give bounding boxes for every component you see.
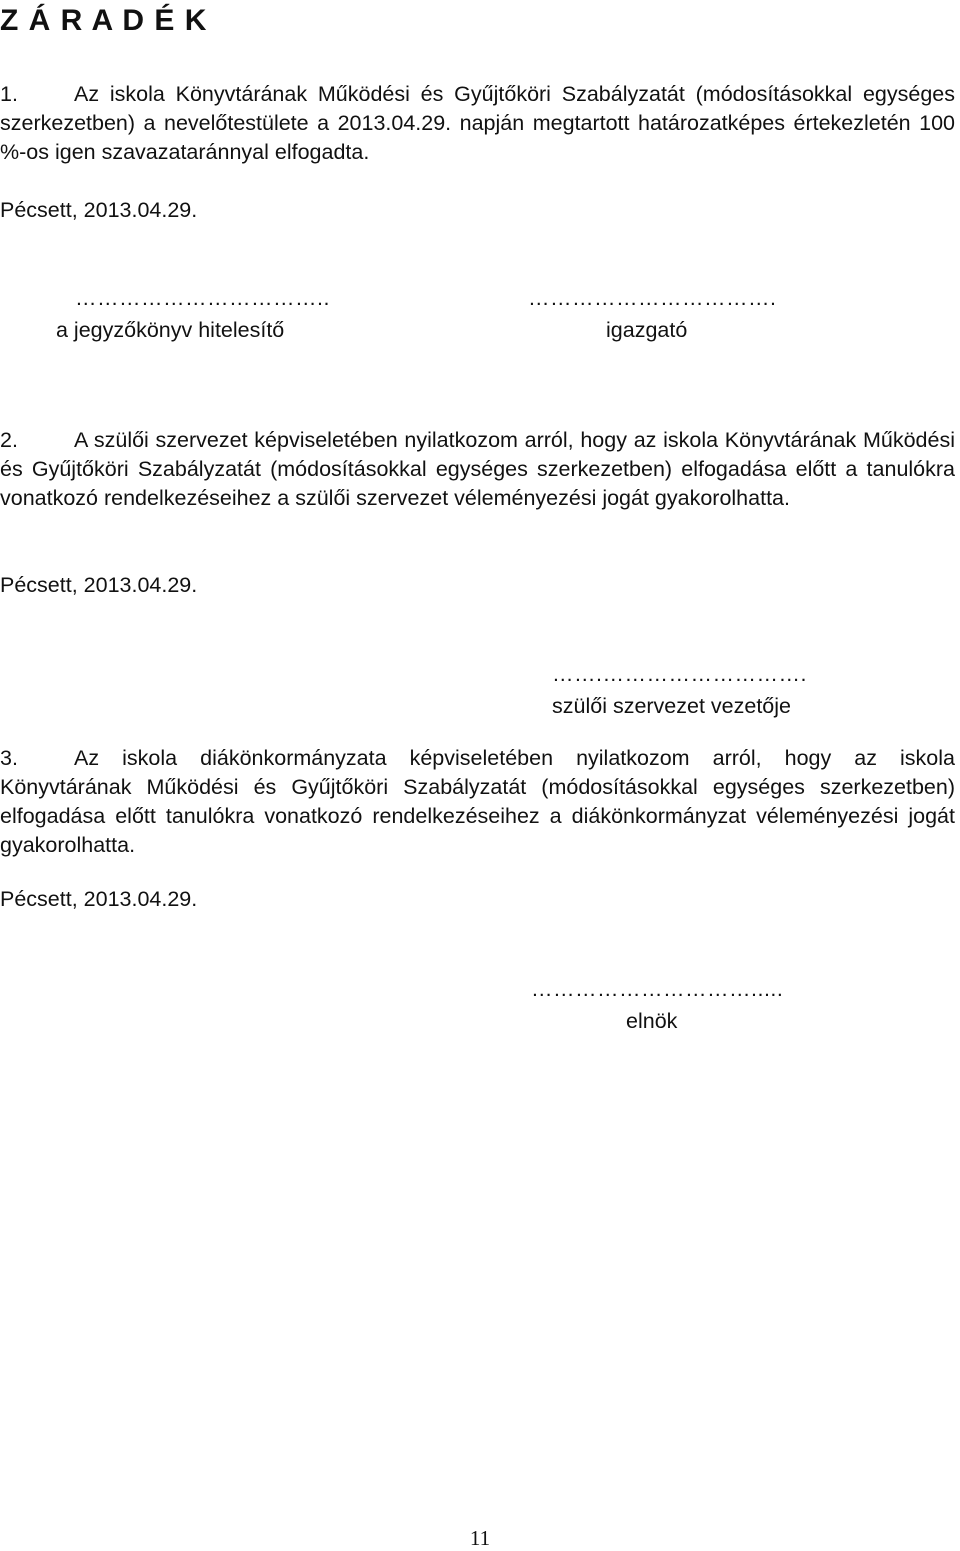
section-2-number: 2. bbox=[0, 428, 18, 452]
section-1-text: Az iskola Könyvtárának Működési és Gyűjtőköri Szabályzatát (módosításokkal egységes szerkezetben) a nevelőtestülete a 2013.04.29. napján megtartott határozatképes értekezletén 100 %-os igen szavazataránnyal elfogadta. bbox=[0, 82, 955, 164]
section-2-text: A szülői szervezet képviseletében nyilatkozom arról, hogy az iskola Könyvtárának Működési és Gyűjtőköri Szabályzatát (módosításokkal egységes szerkezetben) elfogadása előtt a tanulókra vonatkozó rendelkezéseihez a szülői szervezet véleményezési jogát gyakorolhatta. bbox=[0, 428, 955, 510]
section-1-number: 1. bbox=[0, 82, 18, 106]
section-3-number: 3. bbox=[0, 746, 18, 770]
section-2-signature-label: szülői szervezet vezetője bbox=[552, 694, 791, 718]
section-2-date: Pécsett, 2013.04.29. bbox=[0, 573, 198, 597]
section-2-paragraph bbox=[0, 426, 955, 513]
section-1-paragraph bbox=[0, 80, 955, 167]
section-3-text: Az iskola diákönkormányzata képviseletében nyilatkozom arról, hogy az iskola Könyvtárának Működési és Gyűjtőköri Szabályzatát (módosításokkal egységes szerkezetben) elfogadása előtt tanulókra vonatkozó rendelkezéseihez a diákönkormányzat véleményezési jogát gyakorolhatta. bbox=[0, 746, 955, 857]
section-3-paragraph bbox=[0, 744, 955, 860]
section-3-signature-label: elnök bbox=[626, 1009, 678, 1033]
section-3-signature-dots: …………………………..... bbox=[531, 977, 784, 1001]
section-2-signature-dots: …….………………………. bbox=[552, 662, 807, 686]
section-3-date: Pécsett, 2013.04.29. bbox=[0, 887, 198, 911]
section-1-signature-1-dots: …………………………….. bbox=[75, 286, 330, 310]
page-title: Z Á R A D É K bbox=[0, 4, 208, 37]
section-1-signature-1-label: a jegyzőkönyv hitelesítő bbox=[56, 318, 285, 342]
section-1-date: Pécsett, 2013.04.29. bbox=[0, 198, 198, 222]
section-1-signature-2-dots: ……………………………. bbox=[528, 286, 777, 310]
section-1-signature-2-label: igazgató bbox=[606, 318, 688, 342]
page-number: 11 bbox=[469, 1526, 491, 1550]
